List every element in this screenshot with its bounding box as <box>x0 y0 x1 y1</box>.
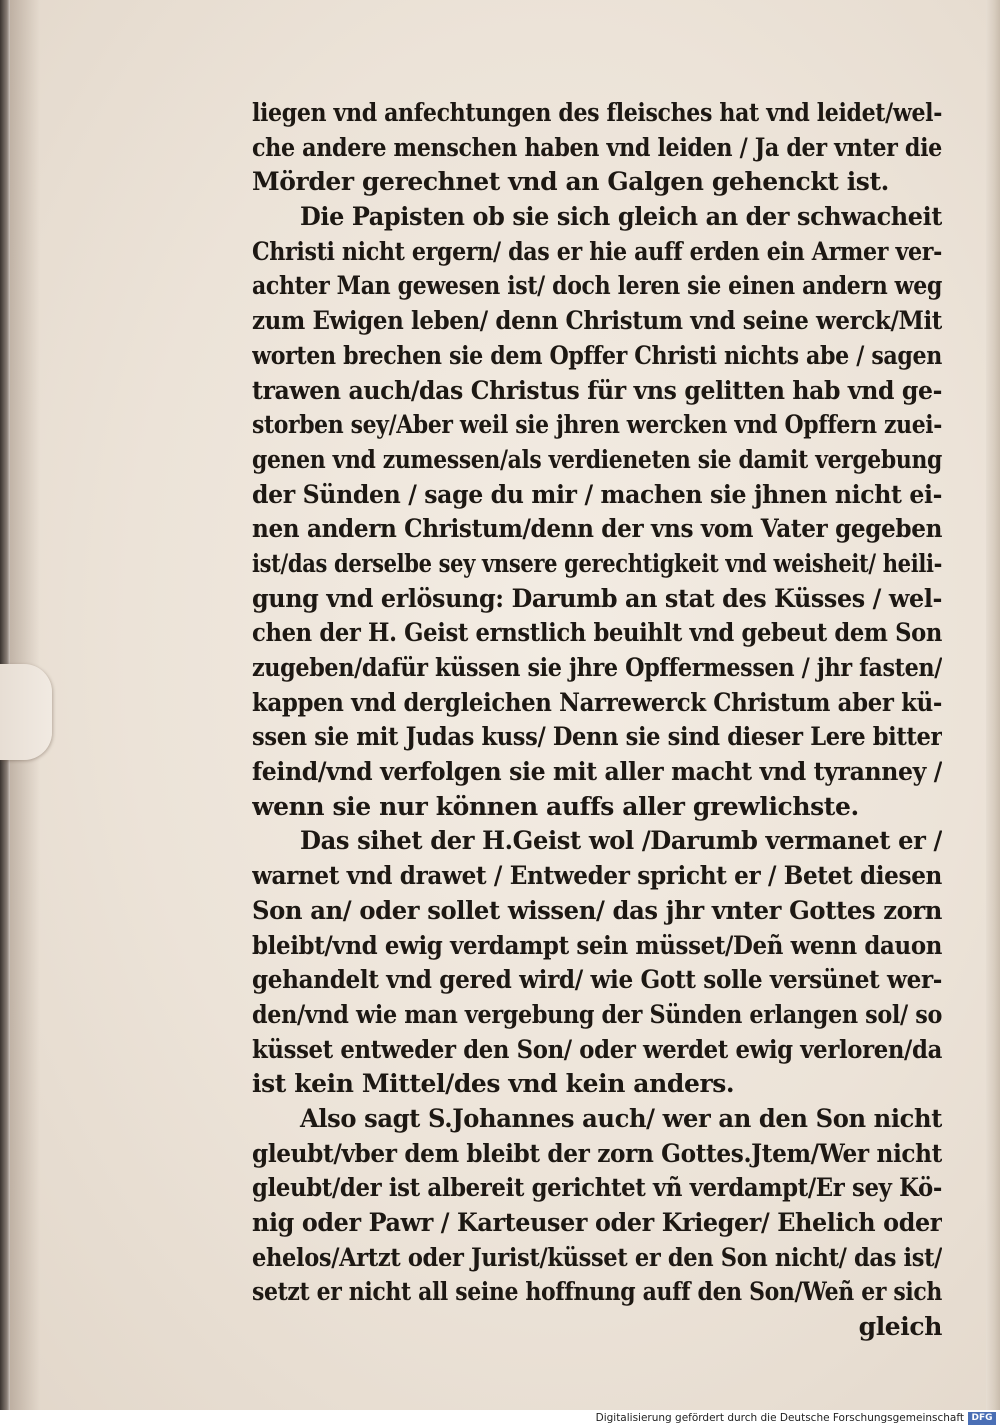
text-line <box>252 408 942 443</box>
text-line-content: che andere menschen haben vnd leiden / Ja der vnter die <box>252 132 942 162</box>
text-line-content: küsset entweder den Son/ oder werdet ewig verloren/da <box>252 1034 942 1064</box>
page-edge-stack <box>986 0 1000 1410</box>
catchword: gleich <box>858 1312 942 1342</box>
body-text <box>252 96 942 1345</box>
text-line <box>252 304 942 339</box>
text-line <box>252 755 942 790</box>
text-line <box>252 269 942 304</box>
text-line <box>252 443 942 478</box>
text-line <box>252 998 942 1033</box>
text-line-content: ist/das derselbe sey vnsere gerechtigkeit vnd weisheit/ heili- <box>252 548 942 578</box>
text-line <box>252 963 942 998</box>
text-line-content: Christi nicht ergern/ das er hie auff erden ein Armer ver- <box>252 236 942 266</box>
text-line <box>252 1102 942 1137</box>
text-line: Mörder gerechnet vnd an Galgen gehenckt ist. <box>252 167 889 197</box>
text-line-content: bleibt/vnd ewig verdampt sein müsset/Deñ wenn dauon <box>252 930 942 960</box>
text-line-content: setzt er nicht all seine hoffnung auff den Son/Weñ er sich <box>252 1277 942 1307</box>
text-line <box>252 200 942 235</box>
text-line <box>252 478 942 513</box>
text-line-content: trawen auch/das Christus für vns gelitten hab vnd ge- <box>252 375 942 405</box>
text-line <box>252 1241 942 1276</box>
dfg-logo-icon: DFG <box>968 1412 996 1425</box>
text-line-content: liegen vnd anfechtungen des fleisches hat vnd leidet/wel- <box>252 98 942 127</box>
text-line <box>252 894 942 929</box>
text-line <box>252 582 942 617</box>
text-line-content: Son an/ oder sollet wissen/ das jhr vnter Gottes zorn <box>252 895 942 925</box>
text-line-content: Also sagt S.Johannes auch/ wer an den Son nicht <box>300 1103 942 1133</box>
text-line <box>252 1275 942 1310</box>
text-line <box>252 859 942 894</box>
text-line-content: achter Man gewesen ist/ doch leren sie einen andern weg <box>252 271 942 301</box>
text-line: wenn sie nur können auffs aller grewlichste. <box>252 791 859 821</box>
text-line-content: zum Ewigen leben/ denn Christum vnd seine werck/Mit <box>252 306 942 336</box>
text-line <box>252 1171 942 1206</box>
text-line-content: gleubt/vber dem bleibt der zorn Gottes.Jtem/Wer nicht <box>252 1138 942 1168</box>
text-line-content: Das sihet der H.Geist wol /Darumb vermanet er / <box>300 826 942 856</box>
text-line-content: ssen sie mit Judas kuss/ Denn sie sind dieser Lere bitter <box>252 722 942 752</box>
bookmark-tab <box>0 664 52 760</box>
text-line-content: Die Papisten ob sie sich gleich an der schwacheit <box>300 202 942 232</box>
text-line <box>252 1137 942 1172</box>
text-line <box>252 929 942 964</box>
text-line-content: nig oder Pawr / Karteuser oder Krieger/ Ehelich oder <box>252 1208 942 1237</box>
text-line <box>252 720 942 755</box>
text-line-content: kappen vnd dergleichen Narrewerck Christum aber kü- <box>252 687 942 717</box>
text-line-content: storben sey/Aber weil sie jhren wercken vnd Opffern zuei- <box>252 410 942 440</box>
text-line-content: der Sünden / sage du mir / machen sie jhnen nicht ei- <box>252 479 942 509</box>
text-line <box>252 235 942 270</box>
text-line-content: gehandelt vnd gered wird/ wie Gott solle versünet wer- <box>252 965 942 995</box>
text-line-content: chen der H. Geist ernstlich beuihlt vnd gebeut dem Son <box>252 618 942 648</box>
text-line-content: nen andern Christum/denn der vns vom Vater gegeben <box>252 514 942 544</box>
text-line-content: ehelos/Artzt oder Jurist/küsset er den Son nicht/ das ist/ <box>252 1242 942 1272</box>
text-line-content: gleubt/der ist albereit gerichtet vñ verdampt/Er sey Kö- <box>252 1173 942 1203</box>
text-line <box>252 651 942 686</box>
text-line <box>252 1033 942 1068</box>
text-line-content: worten brechen sie dem Opffer Christi nichts abe / sagen <box>252 340 942 370</box>
text-line <box>252 616 942 651</box>
digitization-credit: Digitalisierung gefördert durch die Deutsche Forschungsgemeinschaft <box>595 1412 964 1424</box>
text-line-content: zugeben/dafür küssen sie jhre Opffermessen / jhr fasten/ <box>252 653 942 682</box>
text-line-content: warnet vnd drawet / Entweder spricht er / Betet diesen <box>252 861 942 891</box>
text-line <box>252 131 942 166</box>
text-line <box>252 686 942 721</box>
text-line <box>252 96 942 131</box>
text-line: ist kein Mittel/des vnd kein anders. <box>252 1069 735 1099</box>
text-line-content: genen vnd zumessen/als verdieneten sie damit vergebung <box>252 444 942 474</box>
text-line <box>252 824 942 859</box>
text-line-content: feind/vnd verfolgen sie mit aller macht vnd tyranney / <box>252 757 942 787</box>
text-line-content: den/vnd wie man vergebung der Sünden erlangen sol/ so <box>252 999 942 1029</box>
text-line <box>252 374 942 409</box>
text-line <box>252 512 942 547</box>
text-line <box>252 1206 942 1241</box>
text-line <box>252 339 942 374</box>
text-line <box>252 547 942 582</box>
text-line-content: gung vnd erlösung: Darumb an stat des Küsses / wel- <box>252 583 942 613</box>
